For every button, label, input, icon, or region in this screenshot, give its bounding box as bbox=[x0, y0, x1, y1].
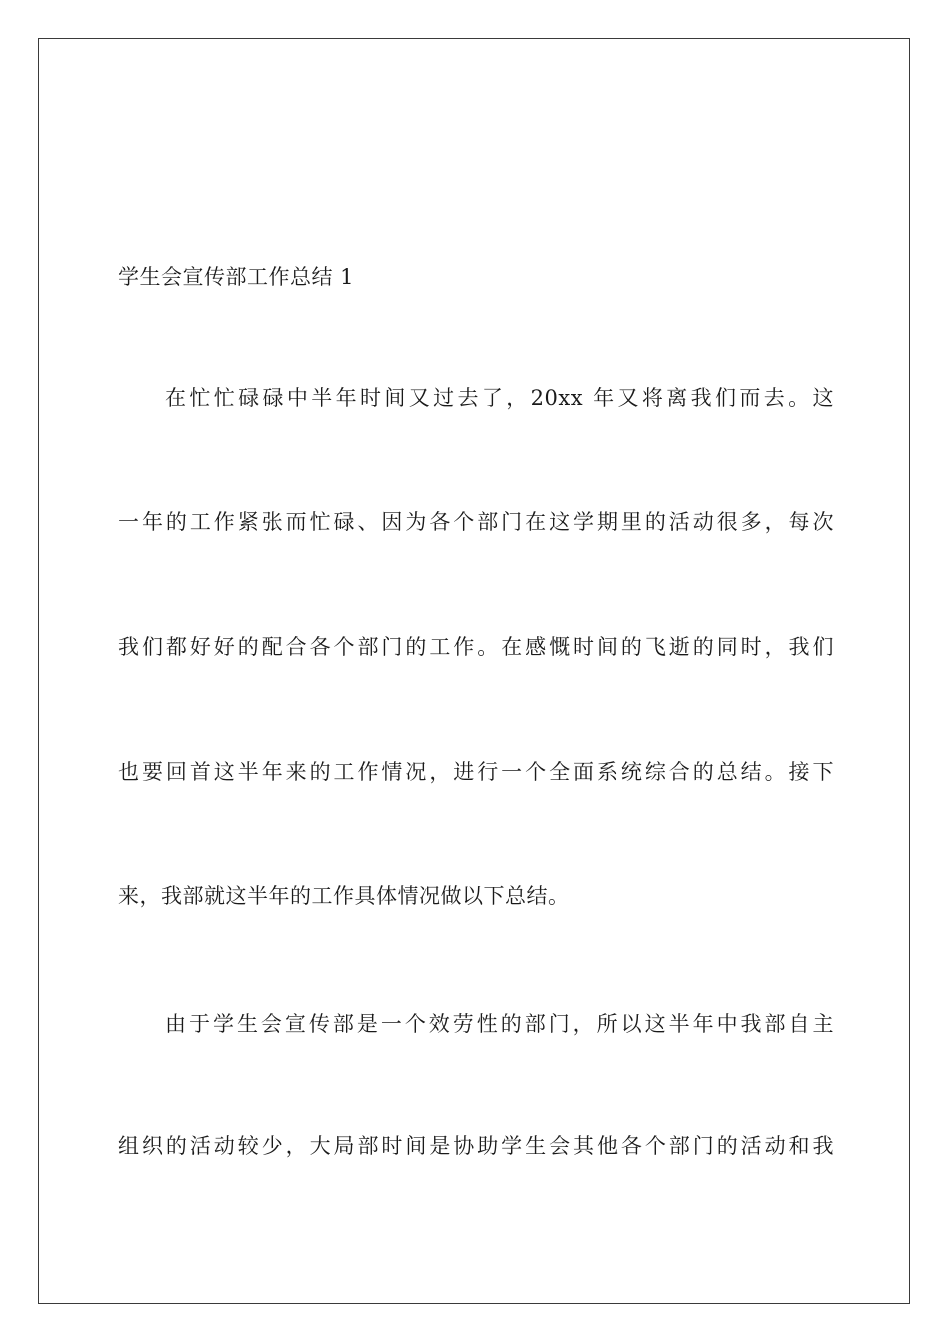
paragraph-2-line-2: 组织的活动较少，大局部时间是协助学生会其他各个部门的活动和我 bbox=[118, 1134, 834, 1158]
paragraph-1-line-4: 也要回首这半年来的工作情况，进行一个全面系统综合的总结。接下 bbox=[118, 760, 834, 784]
paragraph-1-line-1: 在忙忙碌碌中半年时间又过去了，20xx 年又将离我们而去。这 bbox=[165, 386, 834, 410]
paragraph-1-line-3: 我们都好好的配合各个部门的工作。在感慨时间的飞逝的同时，我们 bbox=[118, 635, 834, 659]
page-border bbox=[38, 38, 910, 1304]
document-title: 学生会宣传部工作总结 1 bbox=[118, 265, 355, 289]
paragraph-1-line-5: 来，我部就这半年的工作具体情况做以下总结。 bbox=[118, 884, 570, 908]
paragraph-1-line-2: 一年的工作紧张而忙碌、因为各个部门在这学期里的活动很多，每次 bbox=[118, 510, 834, 534]
paragraph-2-line-1: 由于学生会宣传部是一个效劳性的部门，所以这半年中我部自主 bbox=[165, 1012, 834, 1036]
